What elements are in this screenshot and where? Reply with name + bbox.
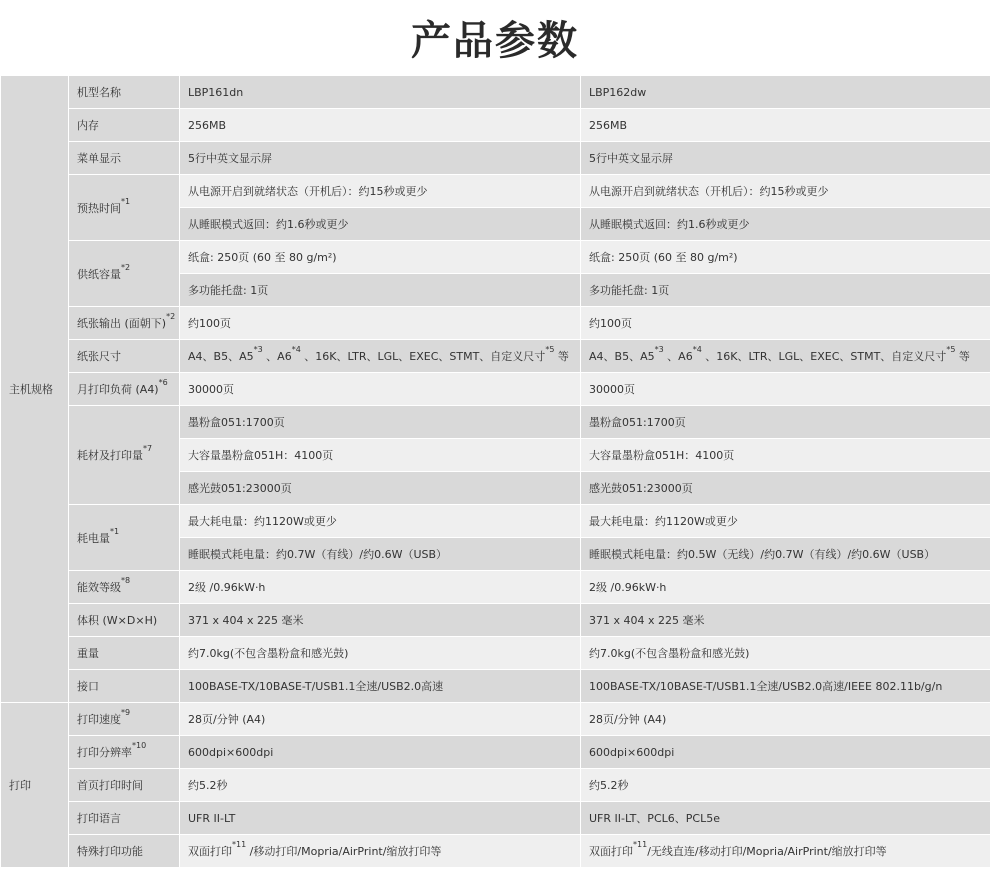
spec-value-lbp161dn: 100BASE-TX/10BASE-T/USB1.1全速/USB2.0高速 bbox=[180, 670, 581, 703]
spec-label-text: 内存 bbox=[77, 119, 99, 132]
spec-label-text: 打印语言 bbox=[77, 812, 121, 825]
spec-value-lbp162dw: 约7.0kg(不包含墨粉盒和感光鼓) bbox=[581, 637, 990, 670]
table-row bbox=[1, 241, 990, 274]
footnote-marker: *11 bbox=[232, 840, 247, 849]
spec-value-lbp162dw: 100BASE-TX/10BASE-T/USB1.1全速/USB2.0高速/IEEE 802.11b/g/n bbox=[581, 670, 990, 703]
spec-value-lbp162dw: 双面打印$^{*11}$/无线直连/移动打印/Mopria/AirPrint/缩放打印等 bbox=[581, 835, 990, 868]
spec-value-lbp161dn: A4、B5、A5$^{*3}$ 、A6$^{*4}$ 、16K、LTR、LGL、EXEC、STMT、自定义尺寸$^{*5}$ 等 bbox=[180, 340, 581, 373]
spec-value-lbp161dn: 从电源开启到就绪状态（开机后）：约15秒或更少 bbox=[180, 175, 581, 208]
spec-label-text: 预热时间 bbox=[77, 201, 121, 215]
spec-label-text: 月打印负荷 (A4) bbox=[77, 383, 159, 396]
spec-value-lbp161dn: 约5.2秒 bbox=[180, 769, 581, 802]
spec-value-lbp161dn: 多功能托盘: 1页 bbox=[180, 274, 581, 307]
table-row bbox=[1, 76, 990, 109]
spec-value-lbp162dw: 28页/分钟 (A4) bbox=[581, 703, 990, 736]
spec-label-text: 纸张尺寸 bbox=[77, 350, 121, 363]
spec-value-lbp161dn: LBP161dn bbox=[180, 76, 581, 109]
spec-value-lbp162dw: 256MB bbox=[581, 109, 990, 142]
table-row bbox=[1, 670, 990, 703]
footnote-marker: *2 bbox=[121, 262, 131, 272]
footnote-marker: *5 bbox=[545, 345, 555, 354]
spec-label-text: 打印分辨率 bbox=[77, 746, 132, 759]
spec-label-text: 菜单显示 bbox=[77, 152, 121, 165]
footnote-marker: *8 bbox=[121, 576, 131, 585]
footnote-marker: *4 bbox=[291, 345, 301, 354]
spec-label-text: 打印速度 bbox=[77, 713, 121, 726]
spec-value-lbp161dn: UFR II-LT bbox=[180, 802, 581, 835]
spec-label-text: 纸张输出 (面朝下) bbox=[77, 317, 167, 330]
spec-value-lbp161dn: 28页/分钟 (A4) bbox=[180, 703, 581, 736]
footnote-marker: *4 bbox=[692, 345, 702, 354]
table-row bbox=[1, 703, 990, 736]
spec-value-lbp162dw: A4、B5、A5$^{*3}$ 、A6$^{*4}$ 、16K、LTR、LGL、EXEC、STMT、自定义尺寸$^{*5}$ 等 bbox=[581, 340, 990, 373]
footnote-marker: *7 bbox=[143, 444, 153, 453]
spec-label-text: 供纸容量 bbox=[77, 267, 121, 281]
spec-label bbox=[69, 670, 180, 703]
spec-value-lbp162dw: 墨粉盒051:1700页 bbox=[581, 406, 990, 439]
spec-label bbox=[69, 571, 180, 604]
footnote-marker: *9 bbox=[121, 708, 131, 717]
spec-value-lbp161dn: 371 x 404 x 225 毫米 bbox=[180, 604, 581, 637]
footnote-marker: *2 bbox=[166, 312, 176, 321]
spec-value-lbp162dw: UFR II-LT、PCL6、PCL5e bbox=[581, 802, 990, 835]
spec-label bbox=[69, 802, 180, 835]
spec-label bbox=[69, 241, 180, 307]
spec-value-lbp161dn: 256MB bbox=[180, 109, 581, 142]
spec-value-lbp161dn: 600dpi×600dpi bbox=[180, 736, 581, 769]
spec-label-text: 接口 bbox=[77, 680, 99, 693]
spec-value-lbp162dw: 371 x 404 x 225 毫米 bbox=[581, 604, 990, 637]
spec-label bbox=[69, 736, 180, 769]
spec-value-lbp161dn: 5行中英文显示屏 bbox=[180, 142, 581, 175]
spec-table bbox=[0, 75, 990, 868]
spec-label-text: 耗材及打印量 bbox=[77, 449, 143, 462]
table-row bbox=[1, 604, 990, 637]
spec-value-lbp162dw: 5行中英文显示屏 bbox=[581, 142, 990, 175]
table-row bbox=[1, 175, 990, 208]
section-label: 主机规格 bbox=[1, 76, 69, 703]
spec-label-text: 体积 (W×D×H) bbox=[77, 614, 158, 627]
spec-value-lbp161dn: 约7.0kg(不包含墨粉盒和感光鼓) bbox=[180, 637, 581, 670]
spec-label-text: 特殊打印功能 bbox=[77, 845, 143, 858]
spec-label-text: 能效等级 bbox=[77, 581, 121, 594]
spec-value-lbp162dw: 600dpi×600dpi bbox=[581, 736, 990, 769]
page-title: 产品参数 bbox=[411, 18, 579, 64]
footnote-marker: *3 bbox=[253, 345, 263, 354]
spec-label-text: 首页打印时间 bbox=[77, 779, 143, 792]
spec-label bbox=[69, 175, 180, 241]
spec-label bbox=[69, 373, 180, 406]
spec-value-lbp161dn: 纸盒: 250页 (60 至 80 g/m²) bbox=[180, 241, 581, 274]
spec-value-lbp161dn: 双面打印$^{*11}$ /移动打印/Mopria/AirPrint/缩放打印等 bbox=[180, 835, 581, 868]
table-row bbox=[1, 736, 990, 769]
spec-value-lbp161dn: 大容量墨粉盒051H：4100页 bbox=[180, 439, 581, 472]
spec-value-lbp162dw: 2级 /0.96kW·h bbox=[581, 571, 990, 604]
spec-label-text: 机型名称 bbox=[77, 86, 121, 99]
spec-label bbox=[69, 703, 180, 736]
table-row bbox=[1, 373, 990, 406]
spec-label-text: 重量 bbox=[77, 647, 99, 660]
spec-label bbox=[69, 76, 180, 109]
table-row bbox=[1, 142, 990, 175]
section-label: 打印 bbox=[1, 703, 69, 868]
spec-value-lbp161dn: 约100页 bbox=[180, 307, 581, 340]
spec-value-lbp162dw: 纸盒: 250页 (60 至 80 g/m²) bbox=[581, 241, 990, 274]
table-row bbox=[1, 802, 990, 835]
spec-value-lbp162dw: 约5.2秒 bbox=[581, 769, 990, 802]
spec-value-lbp161dn: 睡眠模式耗电量：约0.7W（有线）/约0.6W（USB） bbox=[180, 538, 581, 571]
spec-label bbox=[69, 604, 180, 637]
footnote-marker: *6 bbox=[158, 378, 168, 387]
spec-label bbox=[69, 406, 180, 505]
table-row bbox=[1, 307, 990, 340]
footnote-marker: *11 bbox=[633, 840, 648, 849]
spec-value-lbp161dn: 2级 /0.96kW·h bbox=[180, 571, 581, 604]
spec-value-lbp162dw: 感光鼓051:23000页 bbox=[581, 472, 990, 505]
table-row bbox=[1, 406, 990, 439]
spec-value-lbp162dw: LBP162dw bbox=[581, 76, 990, 109]
table-row bbox=[1, 637, 990, 670]
spec-value-lbp161dn: 最大耗电量：约1120W或更少 bbox=[180, 505, 581, 538]
table-row bbox=[1, 571, 990, 604]
spec-label bbox=[69, 769, 180, 802]
spec-value-lbp162dw: 多功能托盘: 1页 bbox=[581, 274, 990, 307]
spec-value-lbp161dn: 从睡眠模式返回：约1.6秒或更少 bbox=[180, 208, 581, 241]
spec-value-lbp162dw: 从电源开启到就绪状态（开机后）：约15秒或更少 bbox=[581, 175, 990, 208]
spec-value-lbp162dw: 约100页 bbox=[581, 307, 990, 340]
spec-label bbox=[69, 142, 180, 175]
footnote-marker: *1 bbox=[121, 196, 131, 206]
spec-label bbox=[69, 637, 180, 670]
footnote-marker: *1 bbox=[110, 526, 120, 536]
footnote-marker: *5 bbox=[946, 345, 956, 354]
footnote-marker: *10 bbox=[132, 741, 147, 750]
table-row bbox=[1, 835, 990, 868]
spec-value-lbp162dw: 大容量墨粉盒051H：4100页 bbox=[581, 439, 990, 472]
footnote-marker: *3 bbox=[654, 345, 664, 354]
table-row bbox=[1, 505, 990, 538]
spec-value-lbp162dw: 从睡眠模式返回：约1.6秒或更少 bbox=[581, 208, 990, 241]
table-row bbox=[1, 769, 990, 802]
spec-label bbox=[69, 835, 180, 868]
spec-label-text: 耗电量 bbox=[77, 531, 110, 545]
table-row bbox=[1, 109, 990, 142]
spec-label bbox=[69, 109, 180, 142]
spec-label bbox=[69, 307, 180, 340]
spec-value-lbp162dw: 最大耗电量：约1120W或更少 bbox=[581, 505, 990, 538]
spec-value-lbp162dw: 30000页 bbox=[581, 373, 990, 406]
spec-value-lbp161dn: 墨粉盒051:1700页 bbox=[180, 406, 581, 439]
spec-value-lbp161dn: 感光鼓051:23000页 bbox=[180, 472, 581, 505]
spec-label bbox=[69, 505, 180, 571]
table-row bbox=[1, 340, 990, 373]
spec-value-lbp161dn: 30000页 bbox=[180, 373, 581, 406]
spec-value-lbp162dw: 睡眠模式耗电量：约0.5W（无线）/约0.7W（有线）/约0.6W（USB） bbox=[581, 538, 990, 571]
spec-label bbox=[69, 340, 180, 373]
